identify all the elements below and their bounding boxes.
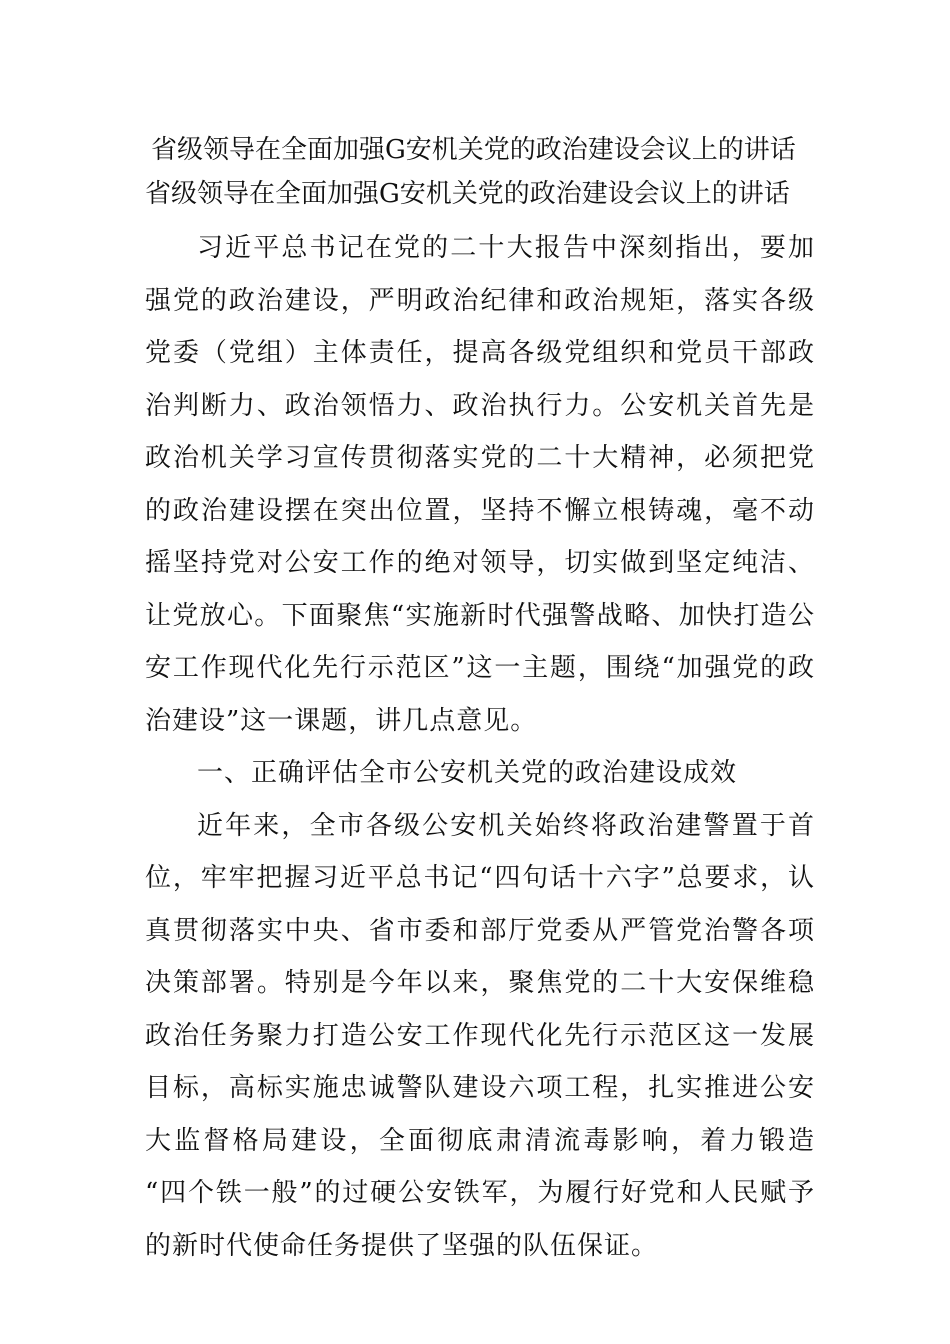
document-body bbox=[145, 128, 815, 1272]
document-title: 省级领导在全面加强G安机关党的政治建设会议上的讲话 bbox=[151, 135, 796, 165]
intro-paragraph: 习近平总书记在党的二十大报告中深刻指出，要加强党的政治建设，严明政治纪律和政治规矩，落实各级党委（党组）主体责任，提高各级党组织和党员干部政治判断力、政治领悟力、政治执行力。公安机关首先是政治机关学习宣传贯彻落实党的二十大精神，必须把党的政治建设摆在突出位置，坚持不懈立根铸魂，毫不动摇坚持党对公安工作的绝对领导，切实做到坚定纯洁、让党放心。下面聚焦“实施新时代强警战略、加快打造公安工作现代化先行示范区”这一主题，围绕“加强党的政治建设”这一课题，讲几点意见。 bbox=[145, 233, 815, 736]
section-paragraph: 近年来，全市各级公安机关始终将政治建警置于首位，牢牢把握习近平总书记“四句话十六字”总要求，认真贯彻落实中央、省市委和部厅党委从严管党治警各项决策部署。特别是今年以来，聚焦党的二十大安保维稳政治任务聚力打造公安工作现代化先行示范区这一发展目标，高标实施忠诚警队建设六项工程，扎实推进公安大监督格局建设，全面彻底肃清流毒影响，着力锻造 “四个铁一般”的过硬公安铁军，为履行好党和人民赋予的新时代使命任务提供了坚强的队伍保证。 bbox=[145, 810, 815, 1261]
section-heading: 一、正确评估全市公安机关党的政治建设成效 bbox=[197, 758, 738, 788]
document-subtitle: 省级领导在全面加强G安机关党的政治建设会议上的讲话 bbox=[145, 179, 790, 209]
